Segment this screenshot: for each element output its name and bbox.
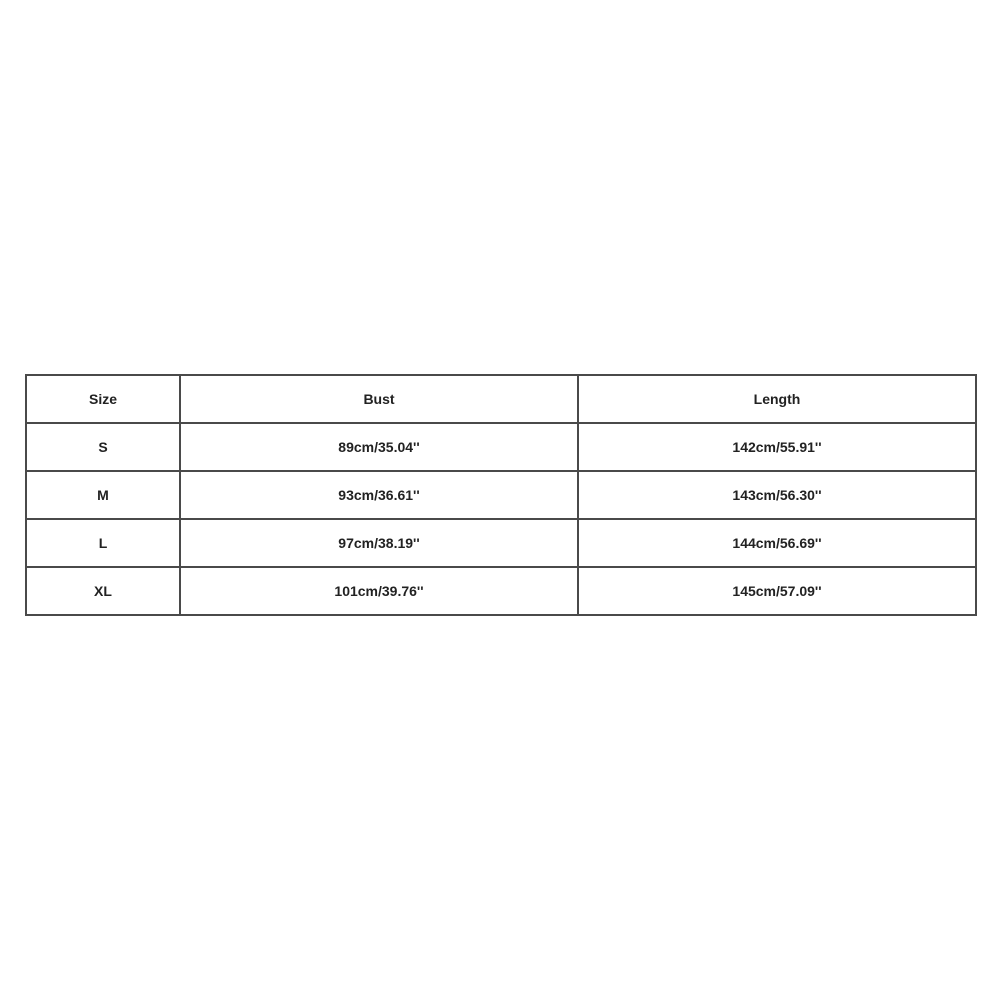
cell-bust: 89cm/35.04'' [180, 423, 578, 471]
cell-length: 142cm/55.91'' [578, 423, 976, 471]
table-row [26, 519, 976, 567]
cell-length: 145cm/57.09'' [578, 567, 976, 615]
cell-bust: 101cm/39.76'' [180, 567, 578, 615]
table-row [26, 423, 976, 471]
cell-bust: 93cm/36.61'' [180, 471, 578, 519]
column-header-bust: Bust [180, 375, 578, 423]
column-header-size: Size [26, 375, 180, 423]
column-header-length: Length [578, 375, 976, 423]
cell-size: L [26, 519, 180, 567]
size-chart-table [25, 374, 977, 616]
cell-size: S [26, 423, 180, 471]
cell-length: 144cm/56.69'' [578, 519, 976, 567]
cell-length: 143cm/56.30'' [578, 471, 976, 519]
table-row [26, 471, 976, 519]
cell-size: XL [26, 567, 180, 615]
cell-size: M [26, 471, 180, 519]
table-header-row [26, 375, 976, 423]
cell-bust: 97cm/38.19'' [180, 519, 578, 567]
table-row [26, 567, 976, 615]
